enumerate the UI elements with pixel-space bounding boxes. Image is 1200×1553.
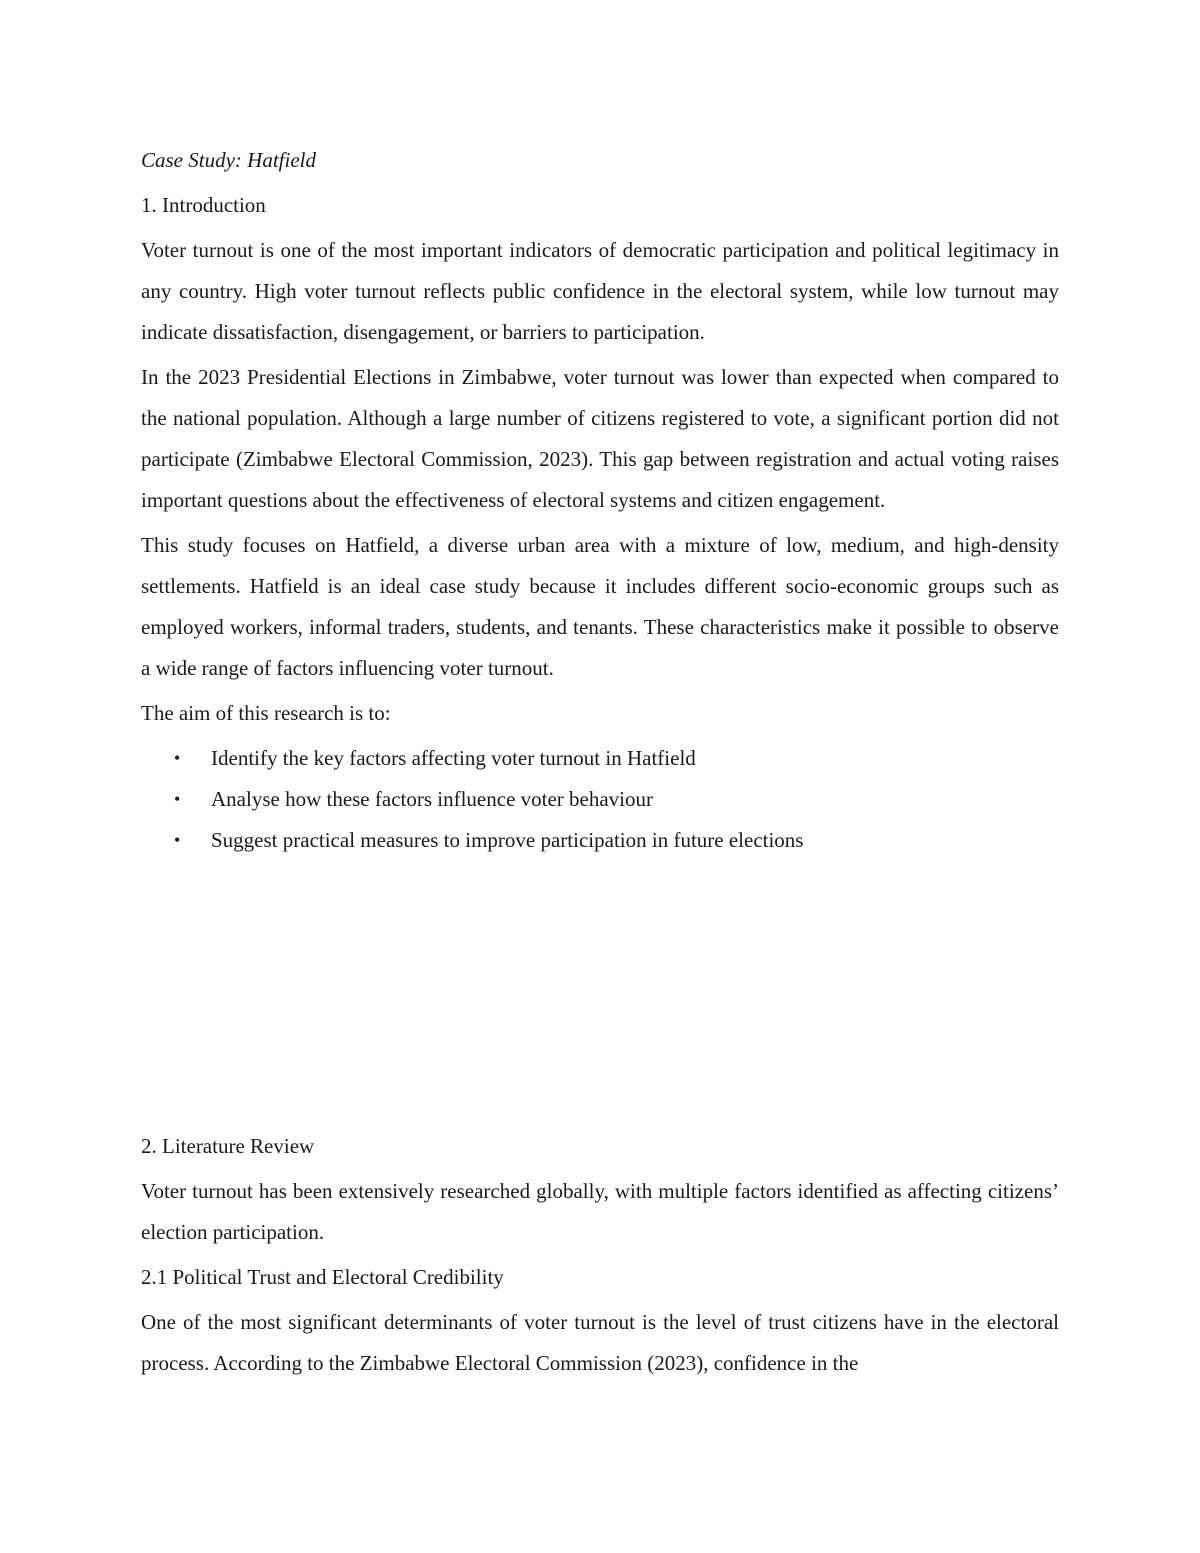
bullet-icon: •	[174, 789, 181, 809]
subsection-heading: 2.1 Political Trust and Electoral Credibility	[141, 1265, 504, 1289]
literature-review-heading: 2. Literature Review	[141, 1134, 315, 1158]
bullet-icon: •	[174, 830, 181, 850]
aim-text: Analyse how these factors influence voter behaviour	[211, 787, 654, 811]
bullet-icon: •	[174, 748, 181, 768]
aim-text: Suggest practical measures to improve participation in future elections	[211, 828, 804, 852]
aim-text: Identify the key factors affecting voter turnout in Hatfield	[211, 746, 696, 770]
introduction-heading: 1. Introduction	[141, 193, 266, 217]
literature-paragraph-1: Voter turnout has been extensively researched globally, with multiple factors identified as affecting citizens’ election participation.	[141, 1179, 1059, 1244]
document-page-top	[141, 140, 1059, 861]
list-item	[141, 779, 1059, 820]
list-item	[141, 738, 1059, 779]
aims-list	[141, 738, 1059, 861]
literature-review-section	[141, 1126, 1059, 1388]
case-study-title: Case Study: Hatfield	[141, 148, 316, 172]
intro-paragraph-2: In the 2023 Presidential Elections in Zimbabwe, voter turnout was lower than expected when compared to the national population. Although a large number of citizens registered to vote, a significant portion did not participate (Zimbabwe Electoral Commission, 2023). This gap between registration and actual voting raises important questions about the effectiveness of electoral systems and citizen engagement.	[141, 365, 1059, 512]
intro-paragraph-3: This study focuses on Hatfield, a diverse urban area with a mixture of low, medium, and high-density settlements. Hatfield is an ideal case study because it includes different socio-economic groups such as employed workers, informal traders, students, and tenants. These characteristics make it possible to observe a wide range of factors influencing voter turnout.	[141, 533, 1059, 680]
list-item	[141, 820, 1059, 861]
subsection-paragraph-1: One of the most significant determinants of voter turnout is the level of trust citizens have in the electoral process. According to the Zimbabwe Electoral Commission (2023), confidence in the	[141, 1310, 1059, 1375]
intro-paragraph-1: Voter turnout is one of the most important indicators of democratic participation and political legitimacy in any country. High voter turnout reflects public confidence in the electoral system, while low turnout may indicate dissatisfaction, disengagement, or barriers to participation.	[141, 238, 1059, 344]
aim-intro: The aim of this research is to:	[141, 701, 391, 725]
